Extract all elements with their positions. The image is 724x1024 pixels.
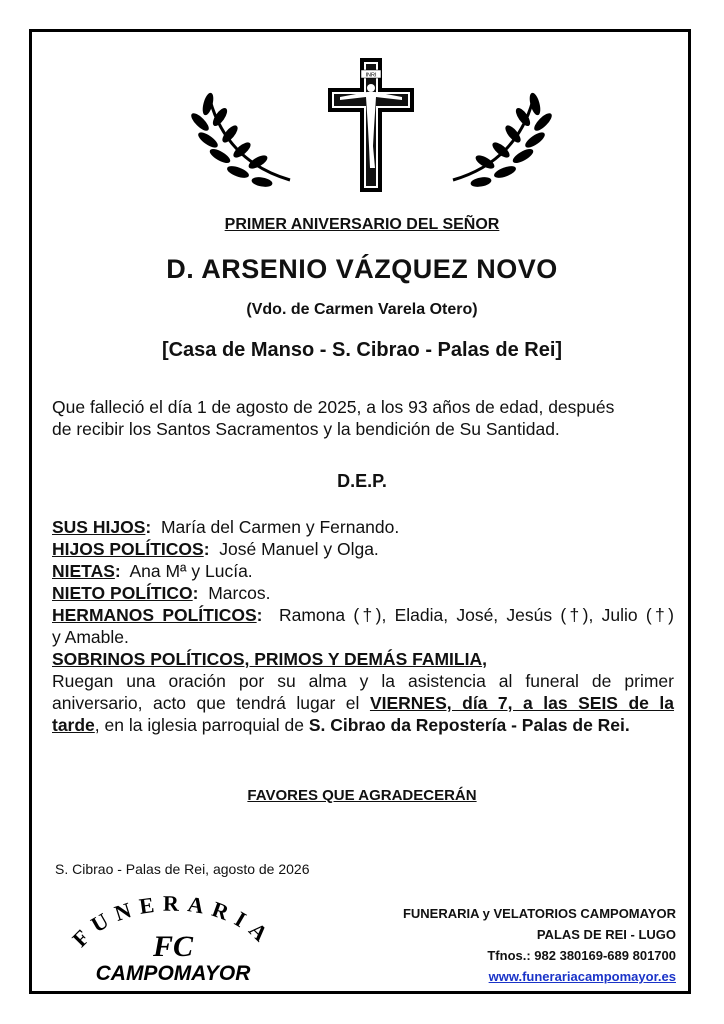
funeraria-logo: [58, 890, 288, 990]
family-row-hermanos-cont: y Amable.: [52, 627, 129, 647]
family-list: [52, 516, 674, 736]
funeraria-name: FUNERARIA y VELATORIOS CAMPOMAYOR: [402, 906, 676, 921]
intro-line: Que falleció el día 1 de agosto de 2025, a los 93 años de edad, después: [52, 397, 615, 417]
dateline: S. Cibrao - Palas de Rei, agosto de 2026: [55, 861, 310, 877]
request-text: , en la iglesia parroquial de: [94, 715, 309, 735]
funeraria-website-link[interactable]: www.funerariacampomayor.es: [488, 969, 676, 984]
funeraria-phones: Tfnos.: 982 380169-689 801700: [487, 948, 676, 963]
family-label: NIETO POLÍTICO: [52, 583, 193, 603]
family-label: SUS HIJOS: [52, 517, 146, 537]
logo-initials: FC: [152, 930, 194, 963]
request-line: [52, 692, 674, 714]
funeral-date: VIERNES, día 7, a las SEIS de la: [369, 693, 675, 713]
olive-branch-right-icon: [448, 92, 553, 192]
funeral-church: S. Cibrao da Repostería - Palas de Rei.: [308, 715, 630, 735]
death-announcement: [52, 396, 674, 440]
family-value: Marcos.: [208, 583, 271, 603]
olive-branch-left-icon: [190, 92, 295, 192]
family-label: SOBRINOS POLÍTICOS, PRIMOS Y DEMÁS FAMILIA: [52, 649, 483, 669]
dep-text: D.E.P.: [337, 471, 387, 491]
family-label: HIJOS POLÍTICOS: [52, 539, 204, 559]
family-label: NIETAS: [52, 561, 115, 581]
family-value: José Manuel y Olga.: [219, 539, 379, 559]
family-row-sobrinos: SOBRINOS POLÍTICOS, PRIMOS Y DEMÁS FAMILIA,: [52, 649, 487, 669]
request-line: [52, 714, 674, 736]
crucifix-icon: [326, 56, 416, 196]
family-row-nietas: NIETAS: Ana Mª y Lucía.: [52, 561, 253, 581]
deceased-name: D. ARSENIO VÁZQUEZ NOVO: [166, 254, 558, 284]
request-line: Ruegan una oración por su alma y la asistencia al funeral de primer: [52, 671, 674, 691]
family-row-nieto-politico: NIETO POLÍTICO: Marcos.: [52, 583, 271, 603]
family-value: Ana Mª y Lucía.: [129, 561, 253, 581]
request-text: aniversario, acto que tendrá lugar el: [52, 693, 370, 713]
logo-name: CAMPOMAYOR: [95, 962, 251, 985]
home-location: [Casa de Manso - S. Cibrao - Palas de Rei]: [161, 339, 563, 361]
cross-inscription: INRI: [365, 72, 377, 79]
anniversary-heading: PRIMER ANIVERSARIO DEL SEÑOR: [224, 216, 500, 233]
family-row-hermanos: HERMANOS POLÍTICOS: Ramona (†), Eladia, José, Jesús (†), Julio (†): [52, 605, 674, 625]
family-row-hijos: SUS HIJOS: María del Carmen y Fernando.: [52, 517, 400, 537]
family-row-hijos-politicos: HIJOS POLÍTICOS: José Manuel y Olga.: [52, 539, 379, 559]
widower-note: (Vdo. de Carmen Varela Otero): [246, 301, 478, 318]
family-value: María del Carmen y Fernando.: [160, 517, 400, 537]
favores-text: FAVORES QUE AGRADECERÁN: [247, 787, 477, 804]
funeraria-location: PALAS DE REI - LUGO: [536, 927, 676, 942]
family-value: Ramona (†), Eladia, José, Jesús (†), Julio (†): [278, 605, 674, 625]
funeral-time: tarde: [52, 715, 95, 735]
logo-word: FUNERARIA: [67, 890, 279, 952]
intro-line: de recibir los Santos Sacramentos y la bendición de Su Santidad.: [52, 419, 560, 439]
funeraria-contact: [403, 903, 676, 987]
family-label: HERMANOS POLÍTICOS: [52, 605, 257, 625]
